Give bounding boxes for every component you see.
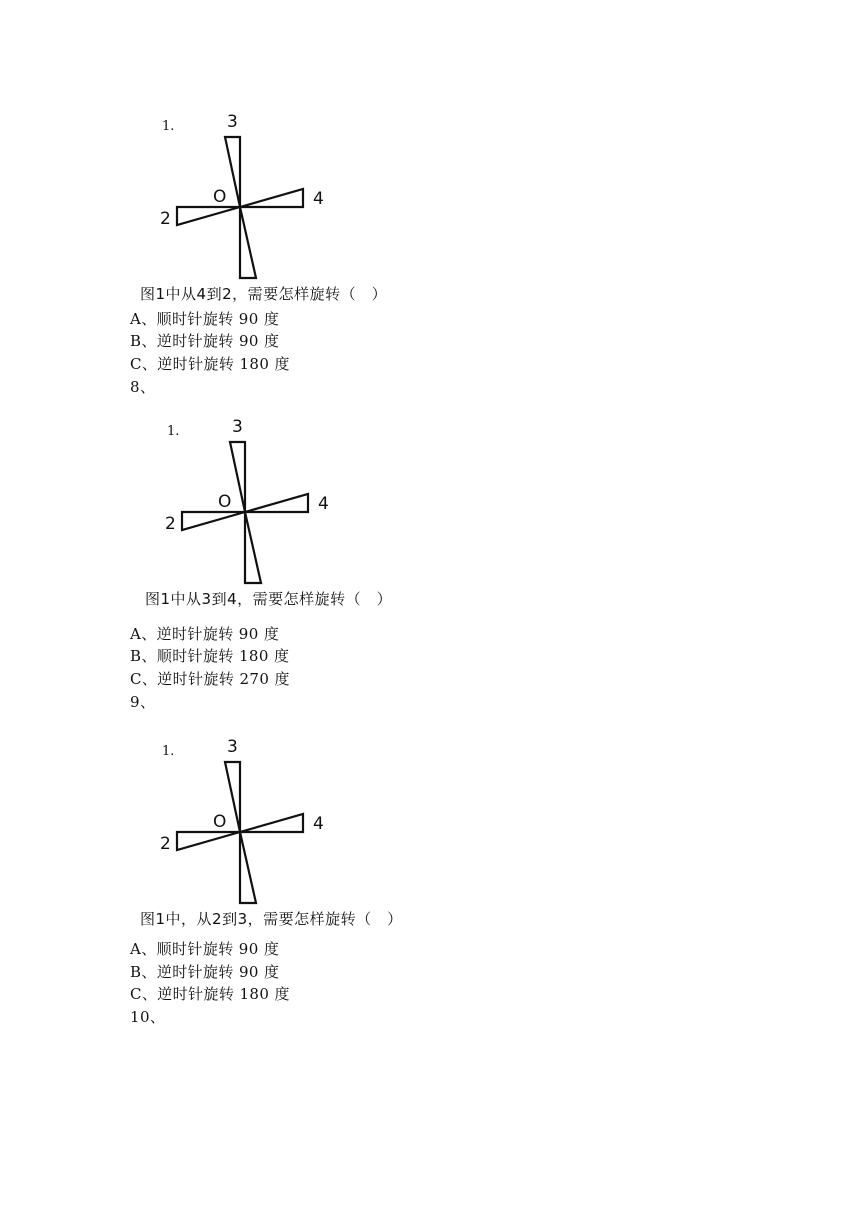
origin-label: O [213, 187, 227, 207]
rotation-figure-1 [150, 110, 350, 280]
pinwheel-blade-right [245, 494, 308, 512]
figure-number: 1. [162, 744, 175, 759]
arm-label-2: 2 [165, 514, 176, 534]
option-c: C、逆时针旋转 270 度 [130, 670, 290, 688]
pinwheel-blade-down [245, 512, 261, 583]
pinwheel-blade-left [177, 832, 240, 850]
pinwheel-blade-right [240, 189, 303, 207]
question-number: 9、 [130, 693, 156, 711]
arm-label-2: 2 [160, 834, 171, 854]
pinwheel-blade-right [240, 814, 303, 832]
question-caption: 图1中，从2到3，需要怎样旋转（ ） [140, 910, 403, 928]
arm-label-4: 4 [318, 494, 329, 514]
question-caption: 图1中从3到4，需要怎样旋转（ ） [145, 590, 393, 608]
pinwheel-shape [150, 735, 350, 905]
pinwheel-blade-up [225, 137, 240, 207]
pinwheel-blade-up [230, 442, 245, 512]
pinwheel-shape [155, 415, 355, 585]
arm-label-3: 3 [227, 737, 238, 757]
question-number: 8、 [130, 378, 156, 396]
option-a: A、逆时针旋转 90 度 [130, 625, 280, 643]
arm-label-2: 2 [160, 209, 171, 229]
question-number: 10、 [130, 1008, 166, 1026]
figure-number: 1. [167, 424, 180, 439]
option-b: B、逆时针旋转 90 度 [130, 963, 280, 981]
arm-label-4: 4 [313, 189, 324, 209]
pinwheel-blade-left [177, 207, 240, 225]
pinwheel-blade-down [240, 207, 256, 278]
pinwheel-shape [150, 110, 350, 280]
option-c: C、逆时针旋转 180 度 [130, 985, 290, 1003]
pinwheel-blade-down [240, 832, 256, 903]
rotation-figure-2 [155, 415, 355, 585]
question-caption: 图1中从4到2，需要怎样旋转（ ） [140, 285, 388, 303]
option-a: A、顺时针旋转 90 度 [130, 940, 280, 958]
origin-label: O [218, 492, 232, 512]
option-b: B、逆时针旋转 90 度 [130, 332, 280, 350]
origin-label: O [213, 812, 227, 832]
option-b: B、顺时针旋转 180 度 [130, 647, 290, 665]
arm-label-3: 3 [227, 112, 238, 132]
figure-number: 1. [162, 119, 175, 134]
option-c: C、逆时针旋转 180 度 [130, 355, 290, 373]
arm-label-3: 3 [232, 417, 243, 437]
arm-label-4: 4 [313, 814, 324, 834]
option-a: A、顺时针旋转 90 度 [130, 310, 280, 328]
rotation-figure-3 [150, 735, 350, 905]
pinwheel-blade-up [225, 762, 240, 832]
pinwheel-blade-left [182, 512, 245, 530]
